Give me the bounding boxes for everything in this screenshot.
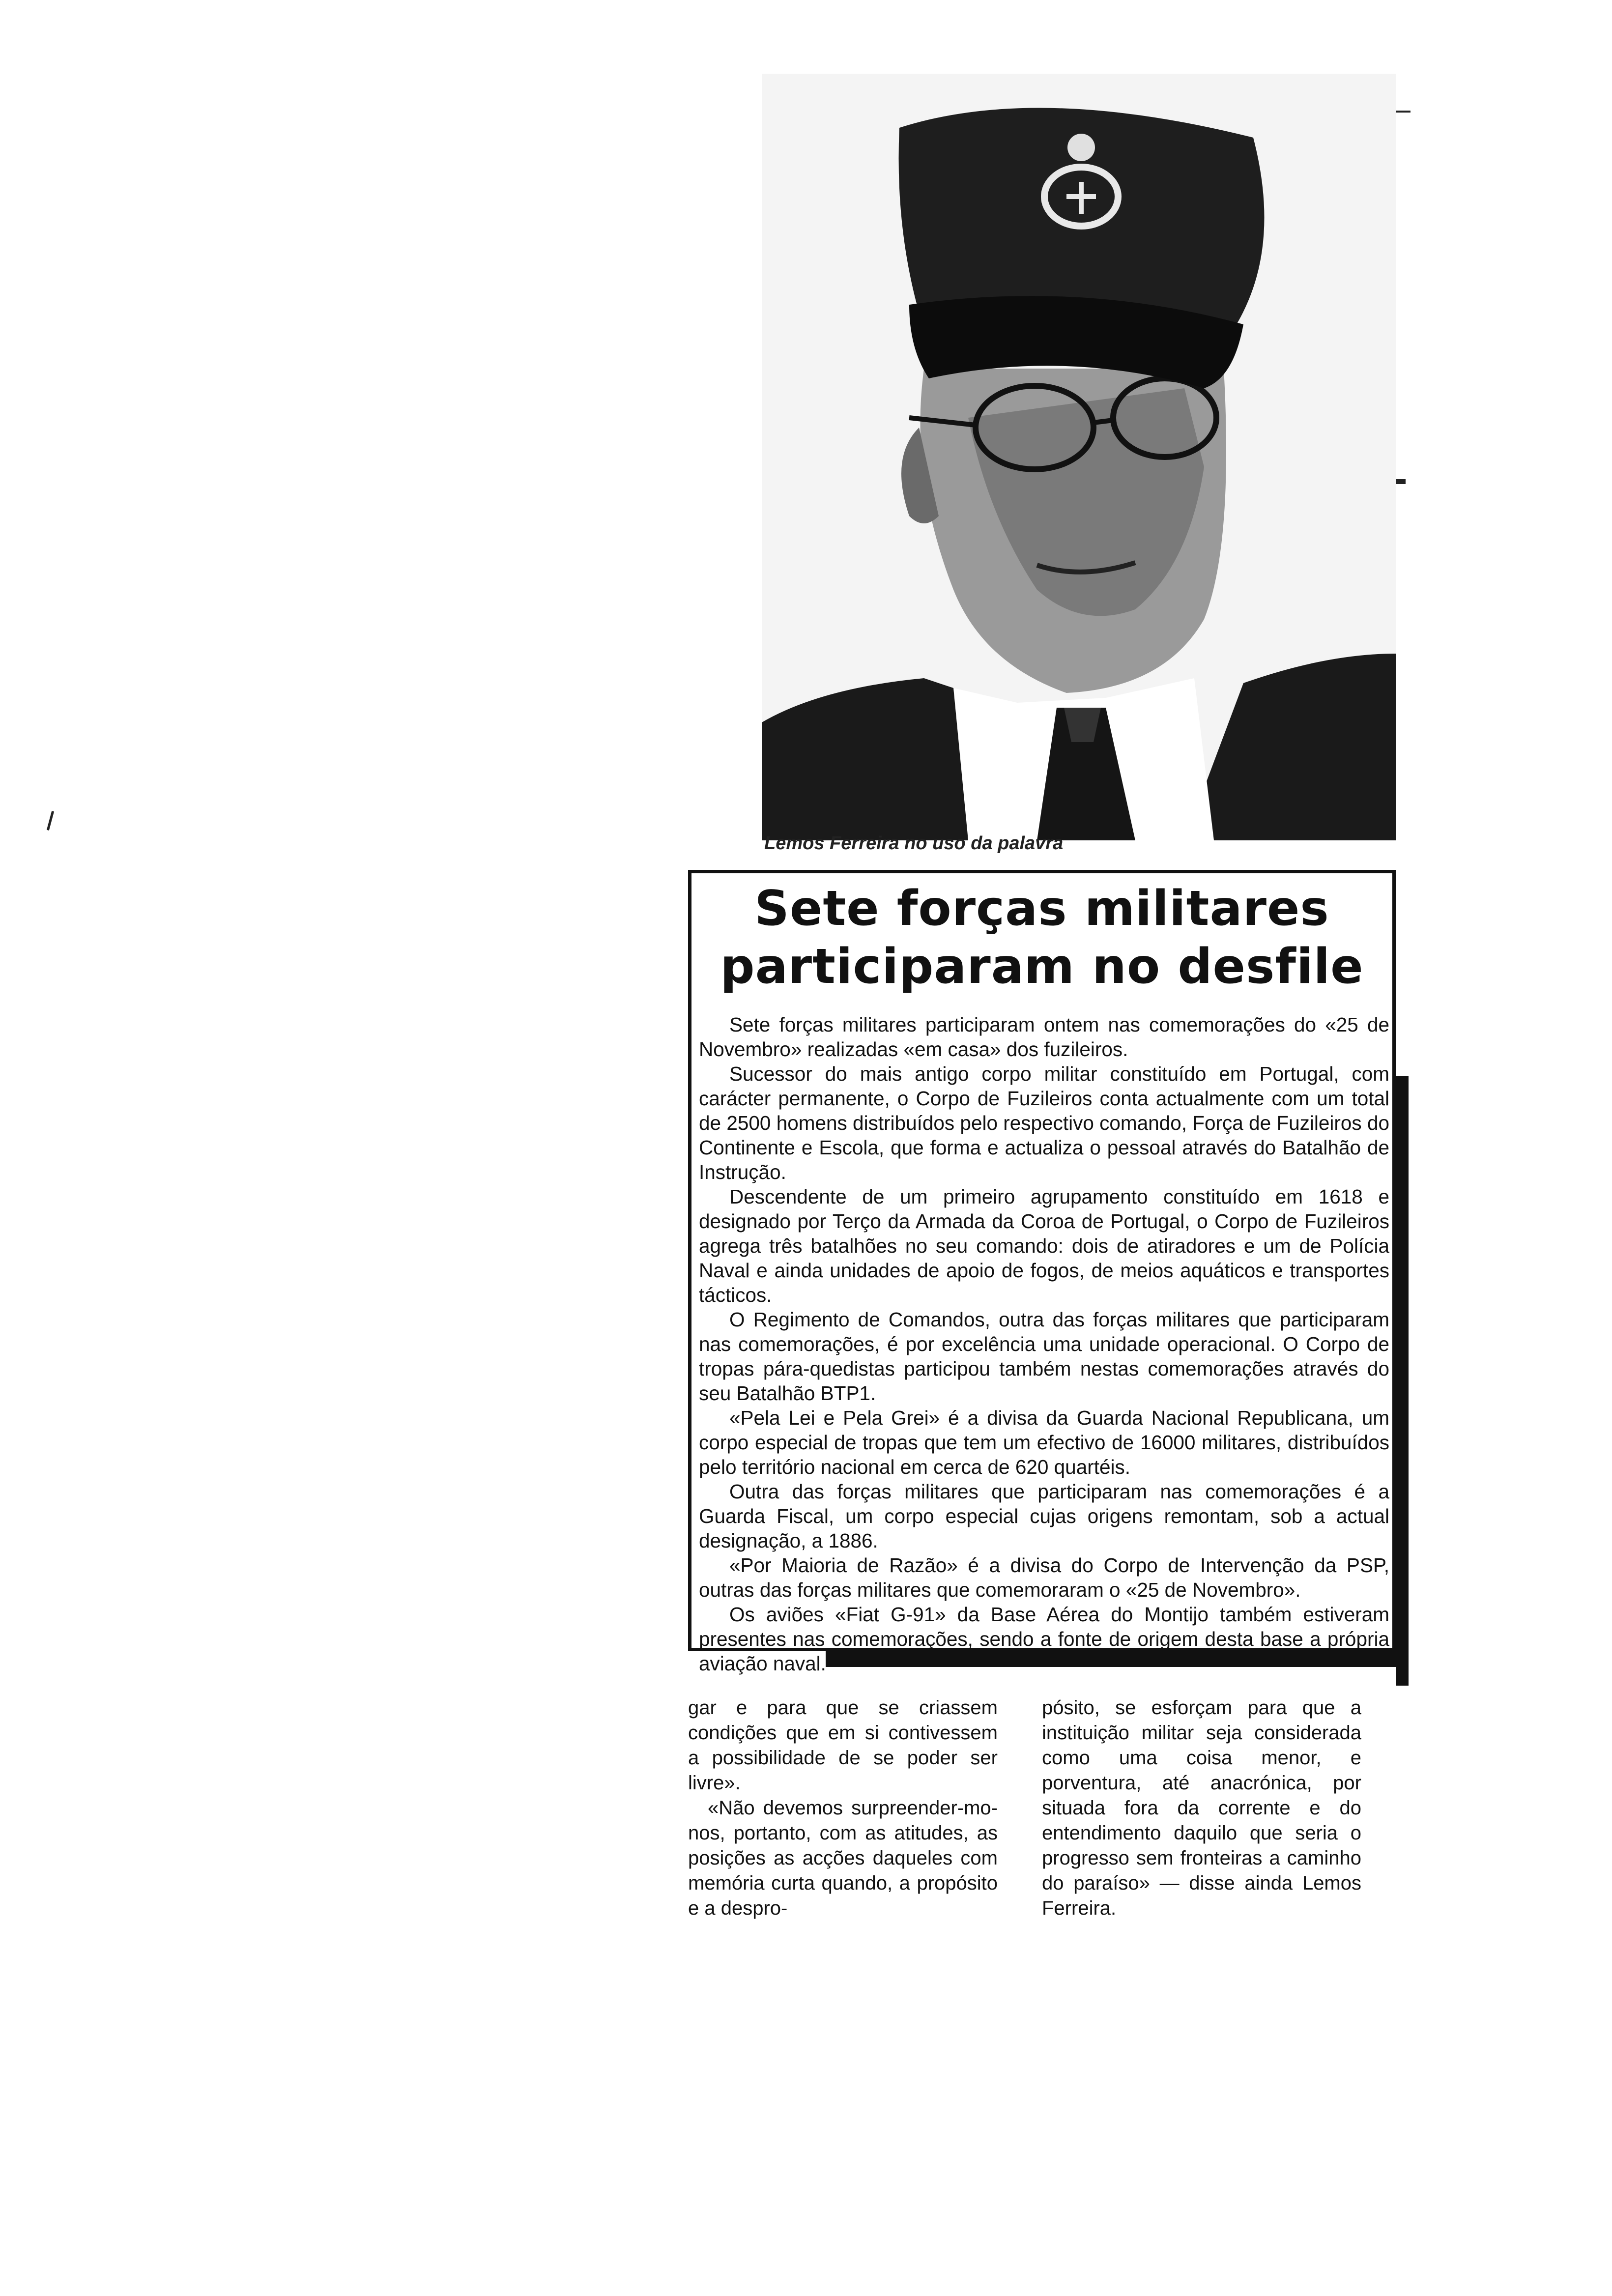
article-paragraph-3: Descendente de um primeiro agrupamento constituído em 1618 e designado por Terço da Armada da Coroa de Portugal, o Corpo de Fuzileiros agrega três batalhões no seu comando: dois de atiradores e um de Polícia Naval e ainda unidades de apoio de fogos, de meios aquáticos e transportes tácticos.: [699, 1185, 1389, 1306]
scan-mark-left: [47, 811, 54, 831]
article-paragraph-7: «Por Maioria de Razão» é a divisa do Corpo de Intervenção da PSP, outras das forças militares que comemoraram o «25 de Novembro».: [699, 1554, 1389, 1601]
continuation-left-paragraph-1: gar e para que se criassem condições que em si contivessem a possibilidade de se poder ser livre».: [688, 1697, 998, 1794]
continuation-right-paragraph-1: pósito, se esforçam para que a instituição militar seja considerada como uma coisa menor, e porventura, até anacrónica, por situada fora da corrente e do entendimento daquilo que seria o progresso sem fronteiras a caminho do paraíso» — disse ainda Lemos Ferreira.: [1042, 1697, 1361, 1919]
continuation-left-paragraph-2: «Não devemos surpreender-mo-nos, portanto, com as atitudes, as posições as acções daqueles com memória curta quando, a propósito e a despro-: [688, 1797, 998, 1919]
headline-line-2: participaram no desfile: [720, 939, 1364, 995]
article-paragraph-8: Os aviões «Fiat G-91» da Base Aérea do Montijo também estiveram presentes nas comemorações, sendo a fonte de origem desta base a própria aviação naval.: [699, 1603, 1389, 1675]
article-body: [699, 1012, 1389, 1676]
article-paragraph-5: «Pela Lei e Pela Grei» é a divisa da Guarda Nacional Republicana, um corpo especial de tropas que tem um efectivo de 16000 militares, distribuídos pelo território nacional em cerca de 620 quartéis.: [699, 1406, 1389, 1478]
photo-caption: Lemos Ferreira no uso da palavra: [764, 833, 1064, 854]
continuation-column-left: [688, 1695, 998, 1921]
article-paragraph-2: Sucessor do mais antigo corpo militar constituído em Portugal, com carácter permanente, o Corpo de Fuzileiros conta actualmente com um total de 2500 homens distribuídos pelo respectivo comando, Força de Fuzileiros do Continente e Escola, que forma e actualiza o pessoal através do Batalhão de Instrução.: [699, 1062, 1389, 1183]
portrait-photo: [762, 74, 1396, 840]
article-headline: [698, 880, 1386, 996]
officer-portrait-image: [762, 74, 1396, 840]
article-paragraph-4: O Regimento de Comandos, outra das forças militares que participaram nas comemorações, é por excelência uma unidade operacional. O Corpo de tropas pára-quedistas participou também nestas comemorações através do seu Batalhão BTP1.: [699, 1308, 1389, 1405]
article-paragraph-1: Sete forças militares participaram ontem nas comemorações do «25 de Novembro» realizadas «em casa» dos fuzileiros.: [699, 1013, 1389, 1061]
headline-line-1: Sete forças militares: [754, 881, 1329, 937]
article-frame-shadow-right: [1396, 1076, 1409, 1686]
continuation-column-right: [1042, 1695, 1361, 1921]
article-paragraph-6: Outra das forças militares que participaram nas comemorações é a Guarda Fiscal, um corpo especial cujas origens remontam, sob a actual designação, a 1886.: [699, 1480, 1389, 1552]
